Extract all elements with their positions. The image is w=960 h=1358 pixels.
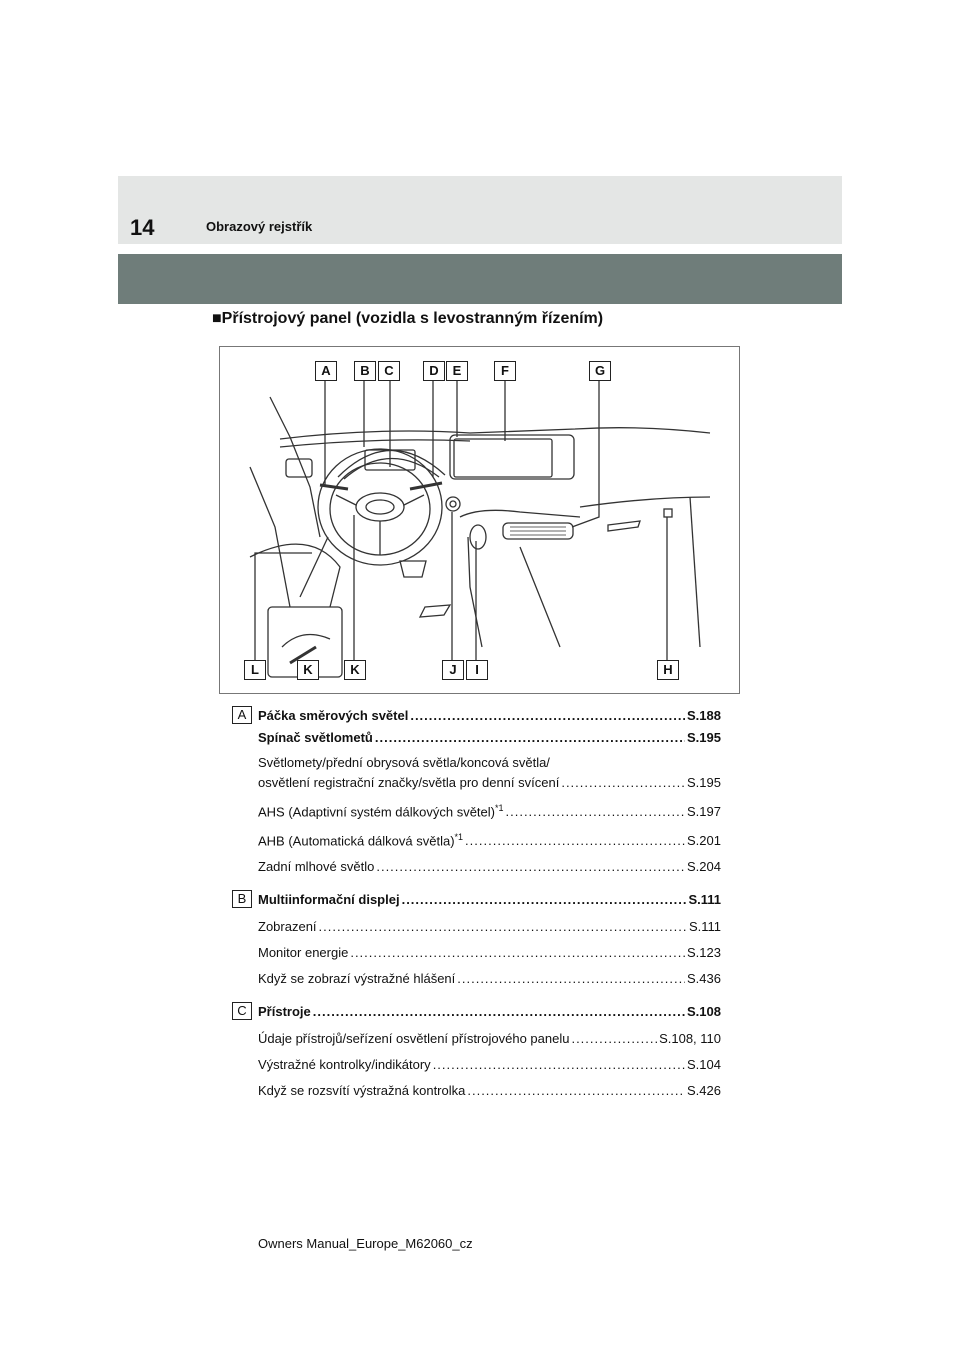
index-entry: Když se zobrazí výstražné hlášení ..... S.436 — [258, 971, 721, 986]
dashboard-illustration — [220, 347, 740, 694]
callout-j: J — [442, 660, 464, 680]
callout-c: C — [378, 361, 400, 381]
section-title: Obrazový rejstřík — [206, 219, 313, 234]
index-entry: Přístroje ..... S.108 — [258, 1004, 721, 1019]
index-entry: Monitor energie ..... S.123 — [258, 945, 721, 960]
index-entry: Údaje přístrojů/seřízení osvětlení přístrojového panelu ..... S.108, 110 — [258, 1031, 721, 1046]
footer-doc-id: Owners Manual_Europe_M62060_cz — [258, 1236, 473, 1251]
index-entry: AHS (Adaptivní systém dálkových světel)$^{*1}$ ..... S.197 — [258, 803, 721, 819]
callout-d: D — [423, 361, 445, 381]
index-entry: Multiinformační displej ..... S.111 — [258, 892, 721, 907]
callout-l: L — [244, 660, 266, 680]
callout-k-2: K — [344, 660, 366, 680]
callout-b: B — [354, 361, 376, 381]
index-entry: Když se rozsvítí výstražná kontrolka ..... S.426 — [258, 1083, 721, 1098]
index-entry: Výstražné kontrolky/indikátory ..... S.104 — [258, 1057, 721, 1072]
page-number: 14 — [130, 215, 155, 240]
index-entry-line1: Světlomety/přední obrysová světla/koncová světla/ — [258, 755, 550, 770]
dashboard-diagram — [219, 346, 740, 694]
index-entry: Páčka směrových světel ..... S.188 — [258, 708, 721, 723]
index-entry: Zobrazení ..... S.111 — [258, 919, 721, 934]
callout-f: F — [494, 361, 516, 381]
callout-a: A — [315, 361, 337, 381]
callout-e: E — [446, 361, 468, 381]
group-c-letter: C — [232, 1002, 252, 1020]
callout-i: I — [466, 660, 488, 680]
sub-heading: ■Přístrojový panel (vozidla s levostranným řízením) — [212, 310, 604, 327]
callout-g: G — [589, 361, 611, 381]
group-a-letter: A — [232, 706, 252, 724]
group-b-letter: B — [232, 890, 252, 908]
index-entry: osvětlení registrační značky/světla pro denní svícení ..... S.195 — [258, 775, 721, 790]
section-band — [118, 254, 842, 304]
index-entry: AHB (Automatická dálková světla)$^{*1}$ ..... S.201 — [258, 832, 721, 848]
callout-h: H — [657, 660, 679, 680]
index-entry: Spínač světlometů ..... S.195 — [258, 730, 721, 745]
index-entry: Zadní mlhové světlo ..... S.204 — [258, 859, 721, 874]
callout-k: K — [297, 660, 319, 680]
